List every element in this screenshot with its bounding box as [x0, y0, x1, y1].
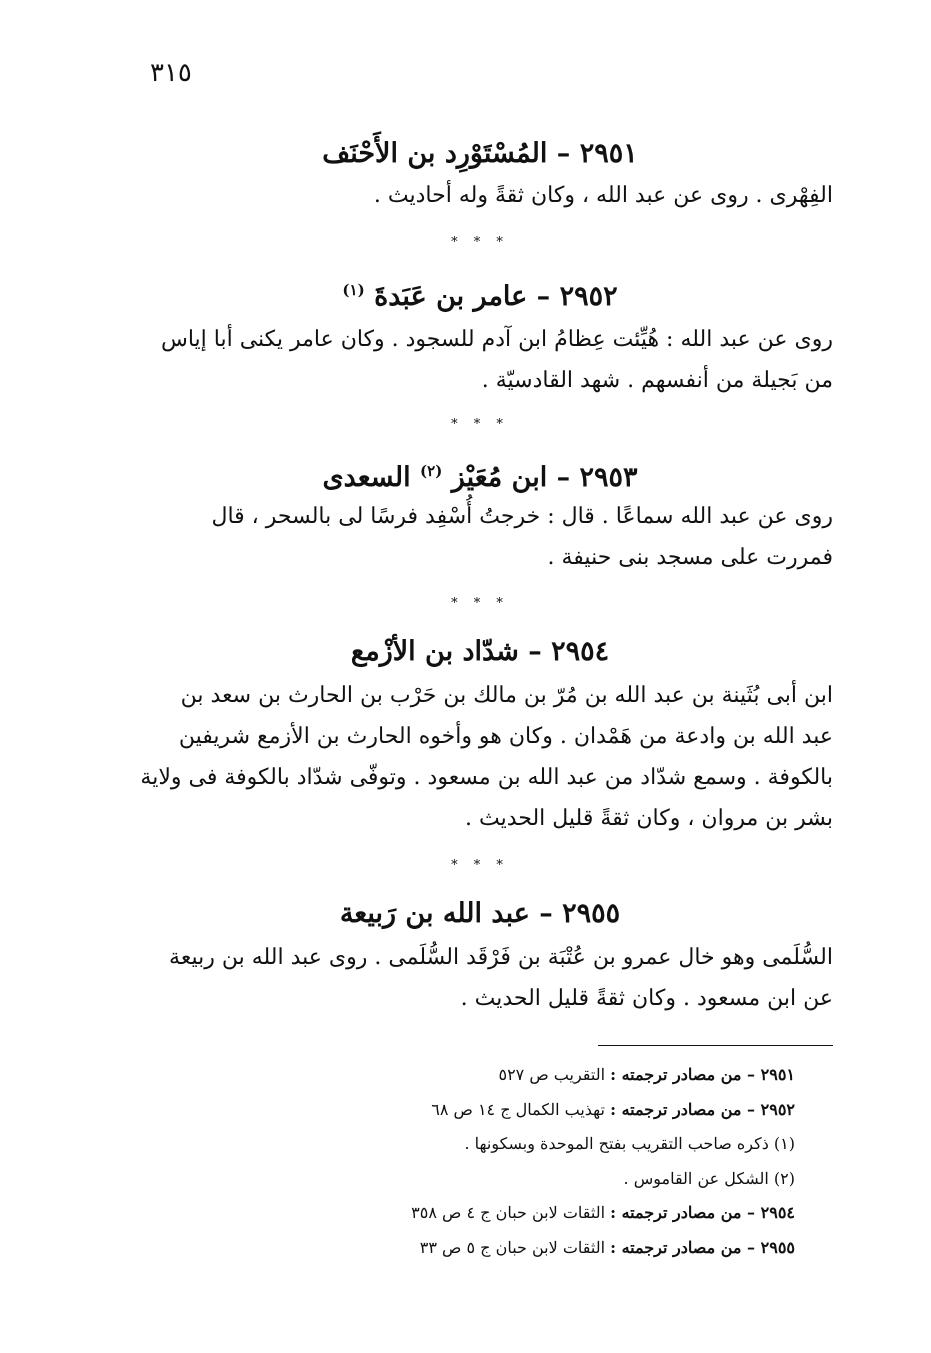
entry-title-text: ٢٩٥٥ – عبد الله بن رَبيعة — [339, 898, 621, 929]
entry-body-2951 — [128, 175, 833, 216]
footnote-text: (١) ذكره صاحب التقريب بفتح الموحدة وبسكونها . — [464, 1134, 795, 1153]
footnote-label: ٢٩٥٢ – من مصادر ترجمته : — [610, 1099, 795, 1119]
footnote-label: ٢٩٥٤ – من مصادر ترجمته : — [610, 1203, 795, 1222]
body-line: بشر بن مروان ، وكان ثقةً قليل الحديث . — [464, 806, 833, 831]
footnote-marker: (٢) — [420, 462, 443, 480]
footnote-text: الثقات لابن حبان ج ٥ ص ٣٣ — [419, 1237, 606, 1257]
footnote-label: ٢٩٥٥ – من مصادر ترجمته : — [610, 1237, 795, 1257]
footnote-2951 — [200, 1058, 795, 1093]
entry-title-text: ٢٩٥٢ – عامر بن عَبَدةَ — [374, 281, 618, 312]
entry-title-2952 — [130, 272, 830, 315]
footnote-2954 — [200, 1196, 795, 1231]
body-line: من بَجيلة من أنفسهم . شهد القادسيّة . — [481, 368, 833, 393]
body-line: السُّلَمى وهو خال عمرو بن عُتْبَة بن فَرْقَد السُّلَمى . روى عبد الله بن ربيعة — [169, 945, 833, 970]
footnote-note-2 — [200, 1162, 795, 1197]
entry-title-text: ٢٩٥١ – المُسْتَوْرِد بن الأَحْنَف — [322, 138, 638, 169]
body-line: روى عن عبد الله سماعًا . قال : خرجتُ أُسْفِد فرسًا لى بالسحر ، قال — [211, 504, 833, 529]
entry-title-text: ٢٩٥٤ – شدّاد بن الأزْمع — [350, 636, 610, 667]
footnote-text: (٢) الشكل عن القاموس . — [623, 1168, 795, 1188]
separator-stars: * * * — [451, 596, 509, 611]
footnote-text: تهذيب الكمال ج ١٤ ص ٦٨ — [431, 1099, 606, 1119]
separator-stars: * * * — [451, 858, 509, 873]
footnote-note-1 — [200, 1127, 795, 1162]
body-line: عبد الله بن وادعة من هَمْدان . وكان هو وأخوه الحارث بن الأزمع شريفين — [178, 724, 833, 749]
body-line: ابن أبى بُثَينة بن عبد الله بن مُرّ بن مالك بن حَرْب بن الحارث بن سعد بن — [180, 683, 833, 708]
footnotes — [200, 1058, 795, 1265]
body-line: الفِهْرى . روى عن عبد الله ، وكان ثقةً وله أحاديث . — [373, 183, 833, 208]
footnote-label: ٢٩٥١ – من مصادر ترجمته : — [610, 1065, 795, 1084]
entry-body-2955 — [128, 937, 833, 1019]
separator-stars: * * * — [451, 417, 509, 432]
footnote-rule — [598, 1045, 833, 1046]
body-line: روى عن عبد الله : هُيِّئت عِظامُ ابن آدم للسجود . وكان عامر يكنى أبا إياس — [160, 327, 833, 352]
entry-title-suffix: السعدى — [322, 462, 411, 493]
entry-body-2953 — [128, 496, 833, 578]
entry-title-text: ٢٩٥٣ – ابن مُعَيْز — [451, 462, 638, 493]
entry-title-2953 — [130, 453, 830, 496]
body-line: عن ابن مسعود . وكان ثقةً قليل الحديث . — [460, 986, 833, 1011]
entry-title-2954 — [130, 634, 830, 670]
footnote-2952 — [200, 1093, 795, 1128]
entry-body-2952 — [128, 319, 833, 401]
separator-stars: * * * — [451, 235, 509, 250]
entry-title-2951 — [130, 136, 830, 172]
body-line: بالكوفة . وسمع شدّاد من عبد الله بن مسعود . وتوفّى شدّاد بالكوفة فى ولاية — [140, 765, 833, 790]
entry-title-2955 — [130, 896, 830, 932]
entry-body-2954 — [128, 675, 833, 839]
page-number: ٣١٥ — [150, 58, 192, 88]
footnote-text: التقريب ص ٥٢٧ — [498, 1065, 606, 1084]
body-line: فمررت على مسجد بنى حنيفة . — [547, 545, 833, 570]
footnote-text: الثقات لابن حبان ج ٤ ص ٣٥٨ — [411, 1203, 606, 1222]
footnote-2955 — [200, 1231, 795, 1266]
footnote-marker: (١) — [342, 281, 365, 299]
